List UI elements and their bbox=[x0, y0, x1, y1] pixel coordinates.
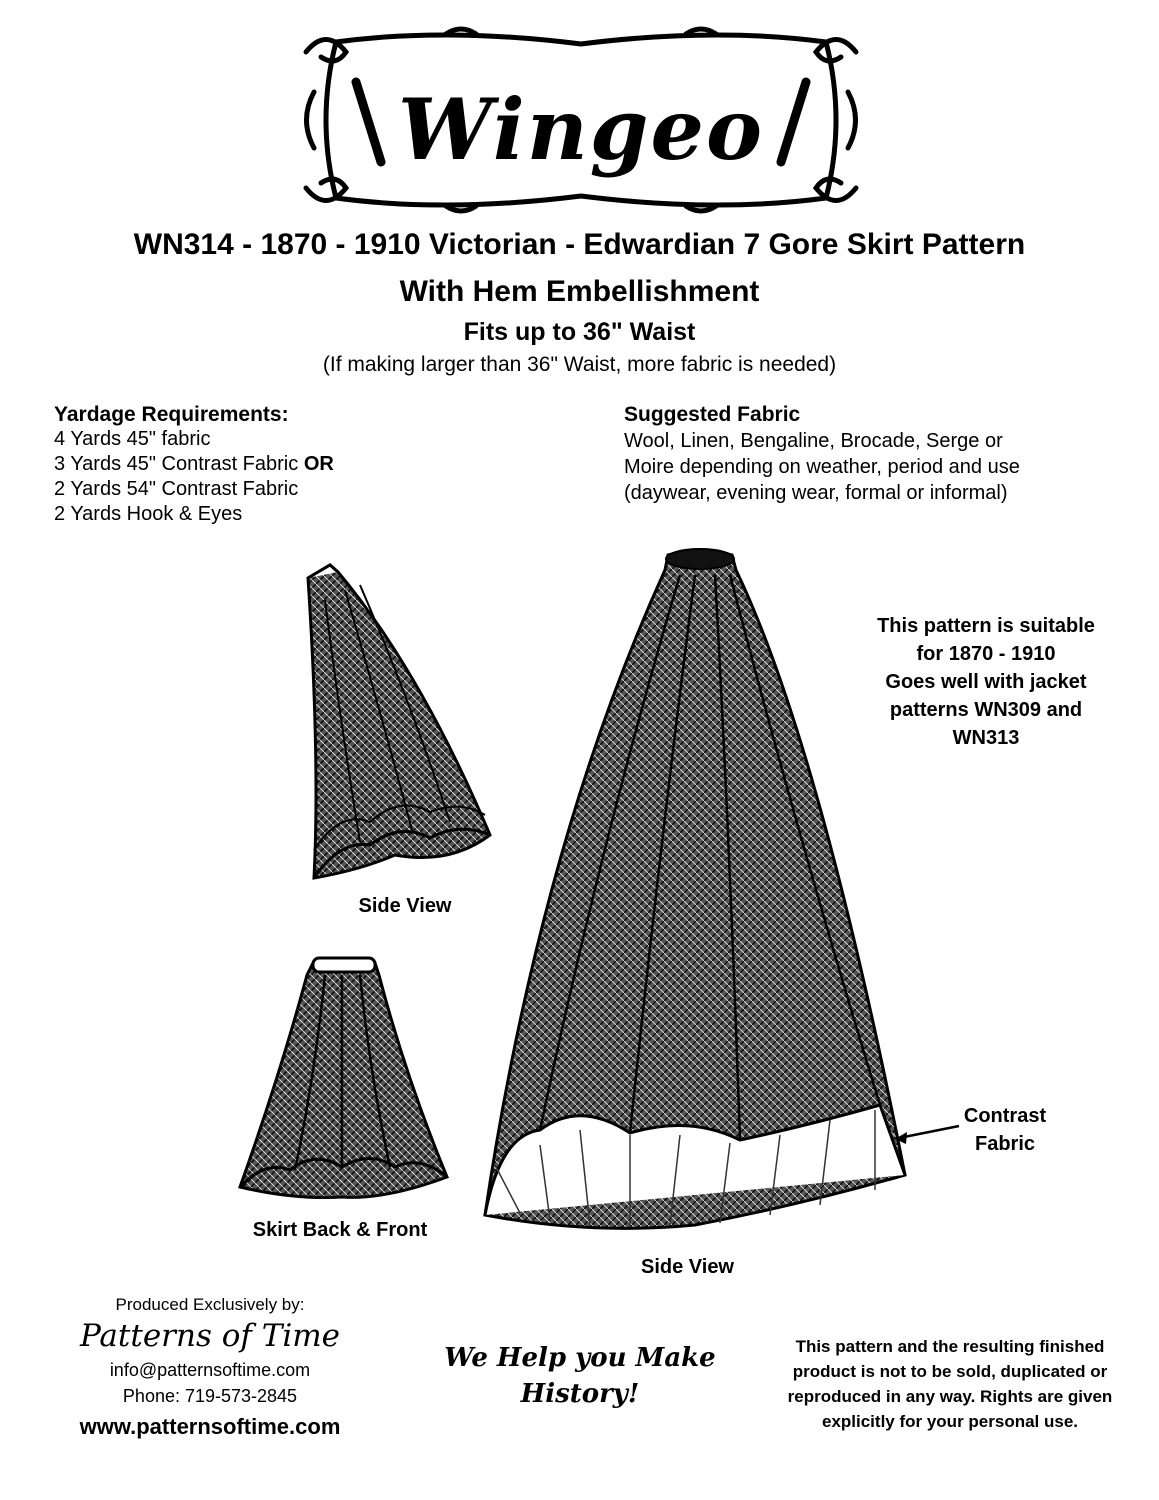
suitability-line: WN313 bbox=[952, 727, 1020, 749]
legal-line: This pattern and the resulting finished bbox=[795, 1337, 1105, 1356]
fabric-heading: Suggested Fabric bbox=[624, 403, 801, 426]
publisher-brand: Patterns of Time bbox=[79, 1318, 341, 1354]
caption-contrast-line: Fabric bbox=[974, 1133, 1036, 1155]
contact-phone: Phone: 719-573-2845 bbox=[122, 1386, 298, 1406]
fabric-line: Wool, Linen, Bengaline, Brocade, Serge or bbox=[624, 430, 1003, 452]
legal-notice bbox=[770, 1334, 1130, 1434]
yardage-heading: Yardage Requirements: bbox=[54, 403, 289, 426]
fabric-line: (daywear, evening wear, formal or informal) bbox=[624, 482, 1008, 504]
logo-text: Wingeo bbox=[397, 80, 765, 179]
caption-contrast-fabric bbox=[950, 1102, 1060, 1158]
skirt-side-view-large-illustration bbox=[480, 545, 910, 1240]
caption-back-front: Skirt Back & Front bbox=[252, 1219, 428, 1241]
yardage-line bbox=[54, 452, 574, 477]
suitability-line: for 1870 - 1910 bbox=[916, 643, 1056, 665]
legal-line: product is not to be sold, duplicated or bbox=[792, 1362, 1108, 1381]
fabric-line: Moire depending on weather, period and use bbox=[624, 456, 1020, 478]
caption-contrast-line: Contrast bbox=[963, 1105, 1047, 1127]
caption-side-view-large: Side View bbox=[640, 1256, 734, 1278]
skirt-side-view-small-illustration bbox=[300, 560, 495, 880]
yardage-line-text: 3 Yards 45" Contrast Fabric bbox=[54, 453, 304, 475]
suitability-line: This pattern is suitable bbox=[877, 615, 1095, 637]
fit-size: Fits up to 36" Waist bbox=[463, 318, 696, 346]
suitability-line: patterns WN309 and bbox=[889, 699, 1083, 721]
yardage-or: OR bbox=[303, 453, 334, 475]
suitability-line: Goes well with jacket bbox=[885, 671, 1087, 693]
slogan-line: History! bbox=[520, 1379, 640, 1409]
caption-side-view-small: Side View bbox=[358, 895, 452, 917]
yardage-line: 2 Yards Hook & Eyes bbox=[54, 503, 243, 525]
yardage-line: 4 Yards 45" fabric bbox=[54, 428, 211, 450]
suggested-fabric bbox=[624, 402, 1144, 506]
wingeo-logo bbox=[296, 22, 866, 218]
yardage-line: 2 Yards 54" Contrast Fabric bbox=[54, 478, 299, 500]
produced-by: Produced Exclusively by: bbox=[115, 1295, 305, 1314]
slogan bbox=[430, 1340, 730, 1412]
fit-note: (If making larger than 36" Waist, more fabric is needed) bbox=[322, 353, 837, 376]
slogan-line: We Help you Make bbox=[444, 1343, 716, 1373]
legal-line: explicitly for your personal use. bbox=[821, 1412, 1079, 1431]
legal-line: reproduced in any way. Rights are given bbox=[787, 1387, 1113, 1406]
yardage-requirements bbox=[54, 402, 574, 527]
contact-email: info@patternsoftime.com bbox=[109, 1360, 311, 1380]
page-subtitle: With Hem Embellishment bbox=[399, 275, 760, 308]
page-title: WN314 - 1870 - 1910 Victorian - Edwardian 7 Gore Skirt Pattern bbox=[133, 228, 1026, 261]
website-link: www.patternsoftime.com bbox=[79, 1414, 341, 1439]
skirt-back-front-illustration bbox=[235, 955, 450, 1203]
